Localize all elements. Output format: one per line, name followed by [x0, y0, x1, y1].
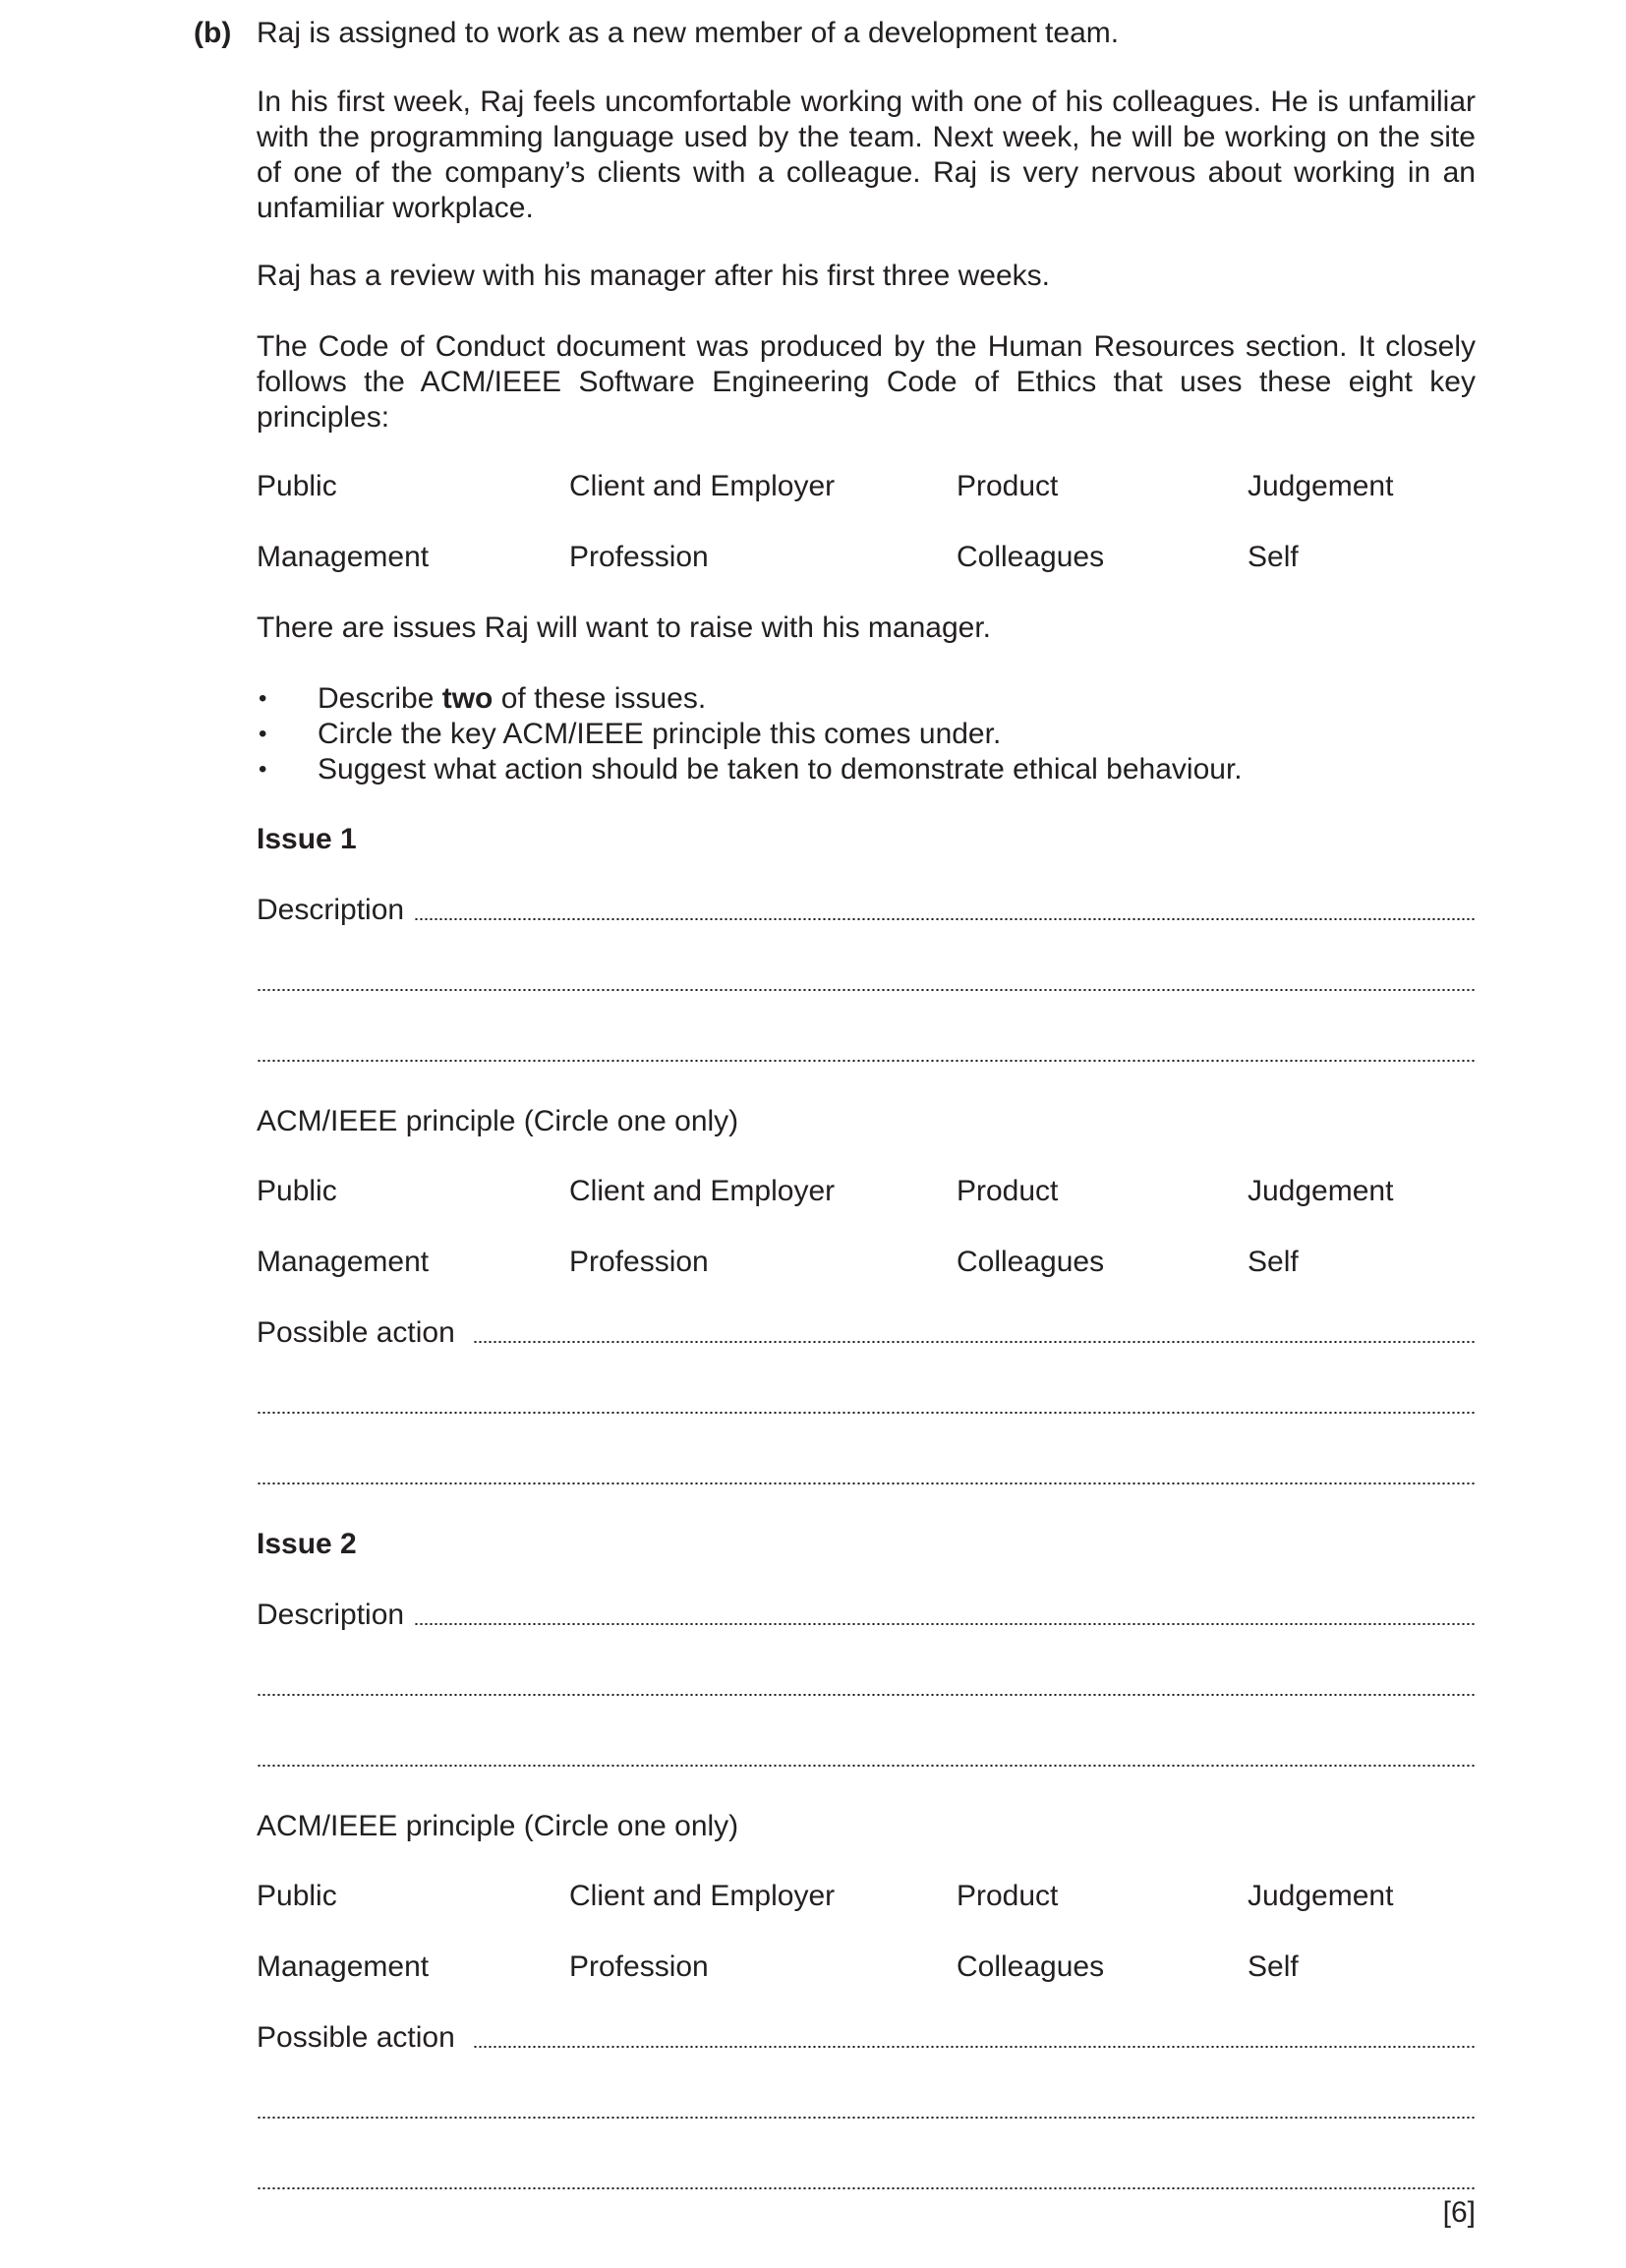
issue-1-action-line-2[interactable] [257, 1386, 1476, 1422]
instruction-item: • Circle the key ACM/IEEE principle this comes under. [259, 718, 1002, 750]
answer-line [473, 1341, 1476, 1343]
answer-line [414, 918, 1476, 920]
instruction-item: • Suggest what action should be taken to demonstrate ethical behaviour. [259, 753, 1243, 785]
issue-1-action-line-3[interactable] [257, 1457, 1476, 1492]
bullet-icon: • [259, 756, 267, 783]
answer-line [257, 1483, 1476, 1484]
instruction-list [257, 681, 1476, 787]
answer-line [257, 989, 1476, 991]
option-management[interactable]: Management [257, 1950, 430, 1983]
scenario-line: unfamiliar workplace. [257, 192, 534, 224]
code-line: The Code of Conduct document was produced by the Human Resources section. It closely [257, 330, 1476, 363]
issue-1-description-line-2[interactable] [257, 963, 1476, 999]
answer-line [257, 1060, 1476, 1062]
option-product[interactable]: Product [957, 1175, 1059, 1207]
action-label: Possible action [257, 2020, 461, 2056]
option-self[interactable]: Self [1248, 1950, 1299, 1983]
option-client-employer[interactable]: Client and Employer [569, 1175, 836, 1207]
principle-colleagues: Colleagues [957, 541, 1105, 573]
issue-1-description-line-3[interactable] [257, 1034, 1476, 1070]
option-judgement[interactable]: Judgement [1248, 1880, 1394, 1912]
principles-row [257, 540, 1476, 575]
principle-public: Public [257, 470, 337, 502]
answer-line [257, 2187, 1476, 2189]
option-colleagues[interactable]: Colleagues [957, 1246, 1105, 1278]
issue-2-heading: Issue 2 [257, 1528, 357, 1560]
issue-1-principle-options [257, 1174, 1476, 1209]
option-public[interactable]: Public [257, 1880, 337, 1912]
bullet-icon: • [259, 721, 267, 747]
principle-self: Self [1248, 541, 1299, 573]
issue-2-description-line-2[interactable] [257, 1668, 1476, 1704]
description-label: Description [257, 893, 410, 928]
bullet-icon: • [259, 685, 267, 712]
principle-judgement: Judgement [1248, 470, 1394, 502]
code-line: principles: [257, 401, 390, 434]
issue-2-action-line-2[interactable] [257, 2091, 1476, 2126]
answer-line [414, 1623, 1476, 1625]
option-colleagues[interactable]: Colleagues [957, 1950, 1105, 1983]
option-self[interactable]: Self [1248, 1246, 1299, 1278]
scenario-paragraph [257, 85, 1476, 226]
issue-1-heading: Issue 1 [257, 823, 357, 855]
principle-management: Management [257, 541, 430, 573]
issues-intro: There are issues Raj will want to raise with his manager. [257, 611, 991, 644]
review-sentence: Raj has a review with his manager after his first three weeks. [257, 260, 1050, 292]
issue-2-description-line-3[interactable] [257, 1739, 1476, 1774]
scenario-line: of one of the company’s clients with a colleague. Raj is very nervous about working in an [257, 156, 1476, 189]
answer-line [473, 2046, 1476, 2048]
issue-1-principle-label: ACM/IEEE principle (Circle one only) [257, 1105, 739, 1137]
issue-2-principle-options [257, 1879, 1476, 1914]
option-client-employer[interactable]: Client and Employer [569, 1880, 836, 1912]
instruction-item: • Describe two of these issues. [259, 682, 707, 715]
scenario-line: In his first week, Raj feels uncomfortable working with one of his colleagues. He is unfamiliar [257, 86, 1476, 118]
option-public[interactable]: Public [257, 1175, 337, 1207]
issue-2-action-field[interactable] [257, 2020, 1476, 2056]
answer-line [257, 1765, 1476, 1767]
question-intro: Raj is assigned to work as a new member of a development team. [257, 17, 1120, 49]
answer-line [257, 1412, 1476, 1414]
issue-2-principle-label: ACM/IEEE principle (Circle one only) [257, 1810, 739, 1842]
issue-2-action-line-3[interactable] [257, 2162, 1476, 2197]
description-label: Description [257, 1598, 410, 1633]
scenario-line: with the programming language used by the team. Next week, he will be working on the site [257, 121, 1476, 153]
option-product[interactable]: Product [957, 1880, 1059, 1912]
marks-indicator: [6] [1442, 2196, 1476, 2229]
issue-2-description-field[interactable] [257, 1598, 1476, 1633]
principle-product: Product [957, 470, 1059, 502]
issue-1-action-field[interactable] [257, 1315, 1476, 1351]
option-judgement[interactable]: Judgement [1248, 1175, 1394, 1207]
principle-client-employer: Client and Employer [569, 470, 836, 502]
answer-line [257, 1694, 1476, 1696]
principles-row [257, 469, 1476, 504]
answer-line [257, 2117, 1476, 2119]
issue-1-principle-options [257, 1245, 1476, 1280]
issue-1-description-field[interactable] [257, 893, 1476, 928]
question-label: (b) [194, 17, 232, 49]
option-profession[interactable]: Profession [569, 1950, 709, 1983]
option-management[interactable]: Management [257, 1246, 430, 1278]
action-label: Possible action [257, 1315, 461, 1351]
code-paragraph [257, 329, 1476, 436]
code-line: follows the ACM/IEEE Software Engineering Code of Ethics that uses these eight key [257, 366, 1476, 398]
issue-2-principle-options [257, 1949, 1476, 1985]
principle-profession: Profession [569, 541, 709, 573]
option-profession[interactable]: Profession [569, 1246, 709, 1278]
